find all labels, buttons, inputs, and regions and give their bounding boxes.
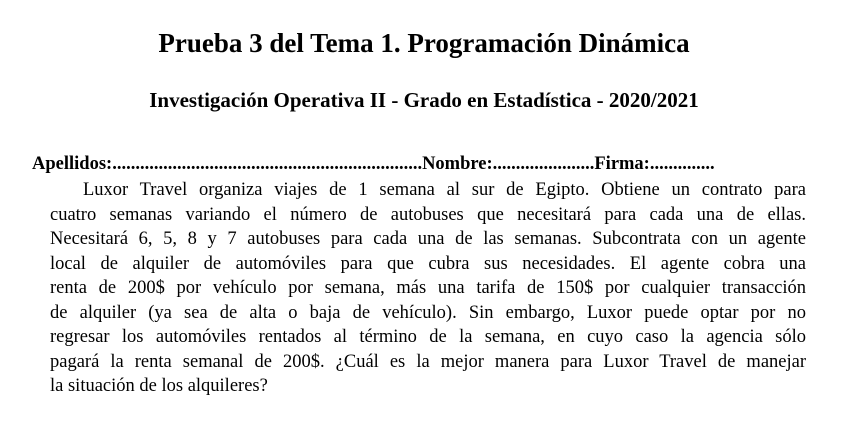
signature-label: Firma:: [594, 154, 650, 174]
student-fields-line: [32, 152, 824, 176]
page-subtitle: Investigación Operativa II - Grado en Estadística - 2020/2021: [149, 88, 699, 112]
problem-line: pagará la renta semanal de 200$. ¿Cuál es la mejor manera para Luxor Travel de manejar: [50, 351, 806, 372]
problem-line: local de alquiler de automóviles para que cubra sus necesidades. El agente cobra una: [50, 253, 806, 274]
problem-line: la situación de los alquileres?: [50, 376, 268, 396]
signature-blank: ..............: [649, 154, 715, 174]
problem-statement: [50, 178, 806, 399]
page-title: Prueba 3 del Tema 1. Programación Dinámica: [158, 28, 690, 58]
name-blank: ......................: [492, 154, 595, 174]
problem-line: regresar los automóviles rentados al término de la semana, en cuyo caso la agencia sólo: [50, 327, 806, 347]
name-label: Nombre:: [422, 154, 493, 174]
surname-blank: ...................................................................: [112, 154, 423, 174]
problem-line: Necesitará 6, 5, 8 y 7 autobuses para cada una de las semanas. Subcontrata con un agente: [50, 229, 806, 249]
problem-line: de alquiler (ya sea de alta o baja de vehículo). Sin embargo, Luxor puede optar por no: [50, 302, 806, 323]
problem-line: cuatro semanas variando el número de autobuses que necesitará para cada una de ellas.: [50, 204, 806, 225]
surname-label: Apellidos:: [32, 154, 113, 174]
problem-line: renta de 200$ por vehículo por semana, más una tarifa de 150$ por cualquier transacción: [50, 278, 806, 298]
problem-line: Luxor Travel organiza viajes de 1 semana al sur de Egipto. Obtiene un contrato para: [83, 180, 806, 200]
